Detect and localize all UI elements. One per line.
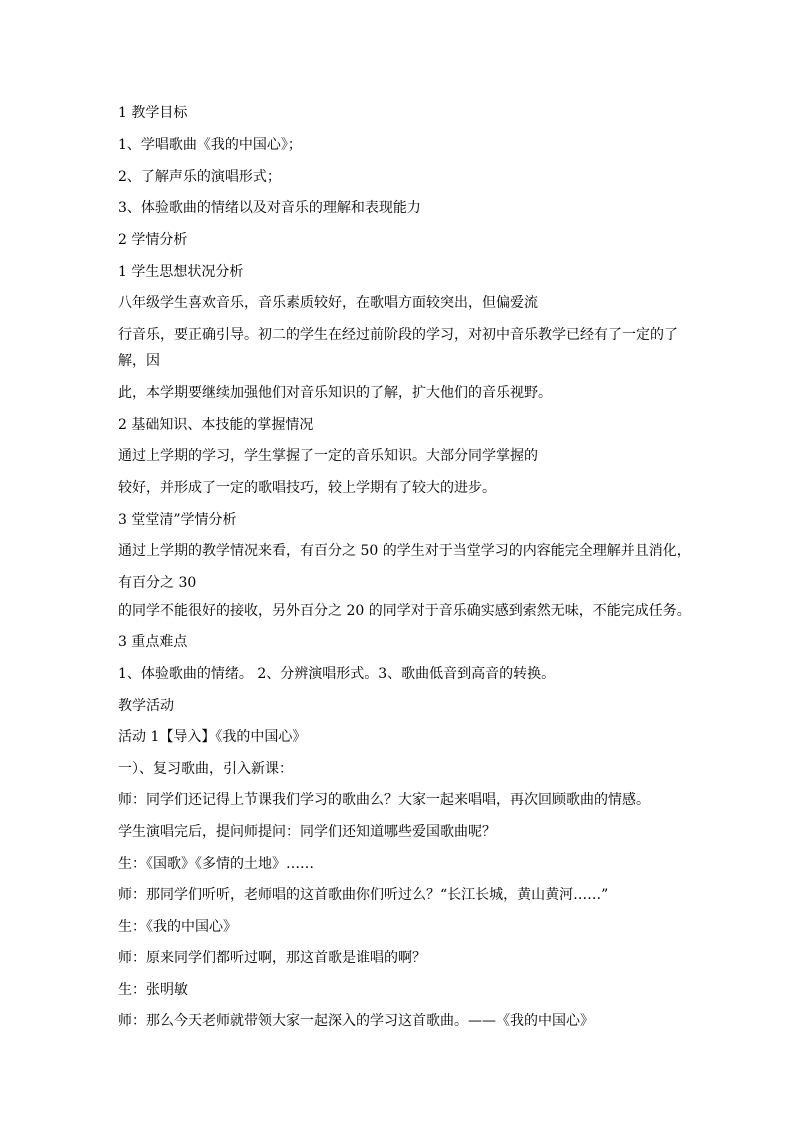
- paragraph-line: 通过上学期的教学情况来看，有百分之 50 的学生对于当堂学习的内容能完全理解并且消化，: [118, 543, 691, 559]
- goal-item-1: 1、学唱歌曲《我的中国心》；: [118, 137, 302, 153]
- heading-teaching-goals: 1 教学目标: [118, 105, 188, 121]
- subheading-student-thought: 1 学生思想状况分析: [118, 264, 244, 280]
- paragraph-line: 较好，并形成了一定的歌唱技巧，较上学期有了较大的进步。: [118, 480, 496, 496]
- goal-item-2: 2、了解声乐的演唱形式；: [118, 169, 281, 185]
- goal-item-3: 3、体验歌曲的情绪以及对音乐的理解和表现能力: [118, 200, 421, 216]
- dialogue-line: 生：张明敏: [118, 982, 188, 998]
- paragraph-line: 有百分之 30: [118, 575, 197, 591]
- dialogue-line: 生：《我的中国心》: [118, 919, 237, 935]
- dialogue-line: 学生演唱完后，提问师提问：同学们还知道哪些爱国歌曲呢？: [118, 824, 496, 840]
- dialogue-line: 师：同学们还记得上节课我们学习的歌曲么？大家一起来唱唱，再次回顾歌曲的情感。: [118, 792, 650, 808]
- paragraph-line: 解，因: [118, 353, 160, 369]
- subheading-tangtangqing: 3 堂堂清”学情分析: [118, 512, 237, 528]
- paragraph-line: 八年级学生喜欢音乐，音乐素质较好，在歌唱方面较突出，但偏爱流: [118, 295, 538, 311]
- dialogue-line: 师：那么今天老师就带领大家一起深入的学习这首歌曲。——《我的中国心》: [118, 1013, 594, 1029]
- heading-teaching-activities: 教学活动: [118, 698, 174, 714]
- dialogue-line: 师：那同学们听听，老师唱的这首歌曲你们听过么？“长江长城，黄山黄河……”: [118, 887, 609, 903]
- paragraph-line: 的同学不能很好的接收，另外百分之 20 的同学对于音乐确实感到索然无味，不能完成任务。: [118, 603, 691, 619]
- subheading-basic-knowledge: 2 基础知识、本技能的掌握情况: [118, 417, 314, 433]
- dialogue-line: 师：原来同学们都听过啊，那这首歌是谁唱的啊？: [118, 950, 426, 966]
- difficulty-items: 1、体验歌曲的情绪。 2、分辨演唱形式。3、歌曲低音到高音的转换。: [118, 666, 556, 682]
- paragraph-line: 此，本学期要继续加强他们对音乐知识的了解，扩大他们的音乐视野。: [118, 385, 552, 401]
- dialogue-line: 生：《国歌》《多情的土地》……: [118, 856, 314, 872]
- activity-step: 一）、复习歌曲，引入新课：: [118, 761, 293, 777]
- heading-learning-analysis: 2 学情分析: [118, 232, 188, 248]
- heading-key-difficulties: 3 重点难点: [118, 634, 188, 650]
- activity-title: 活动 1【导入】《我的中国心》: [118, 729, 307, 745]
- paragraph-line: 通过上学期的学习，学生掌握了一定的音乐知识。大部分同学掌握的: [118, 448, 538, 464]
- paragraph-line: 行音乐，要正确引导。初二的学生在经过前阶段的学习，对初中音乐教学已经有了一定的了: [118, 327, 678, 343]
